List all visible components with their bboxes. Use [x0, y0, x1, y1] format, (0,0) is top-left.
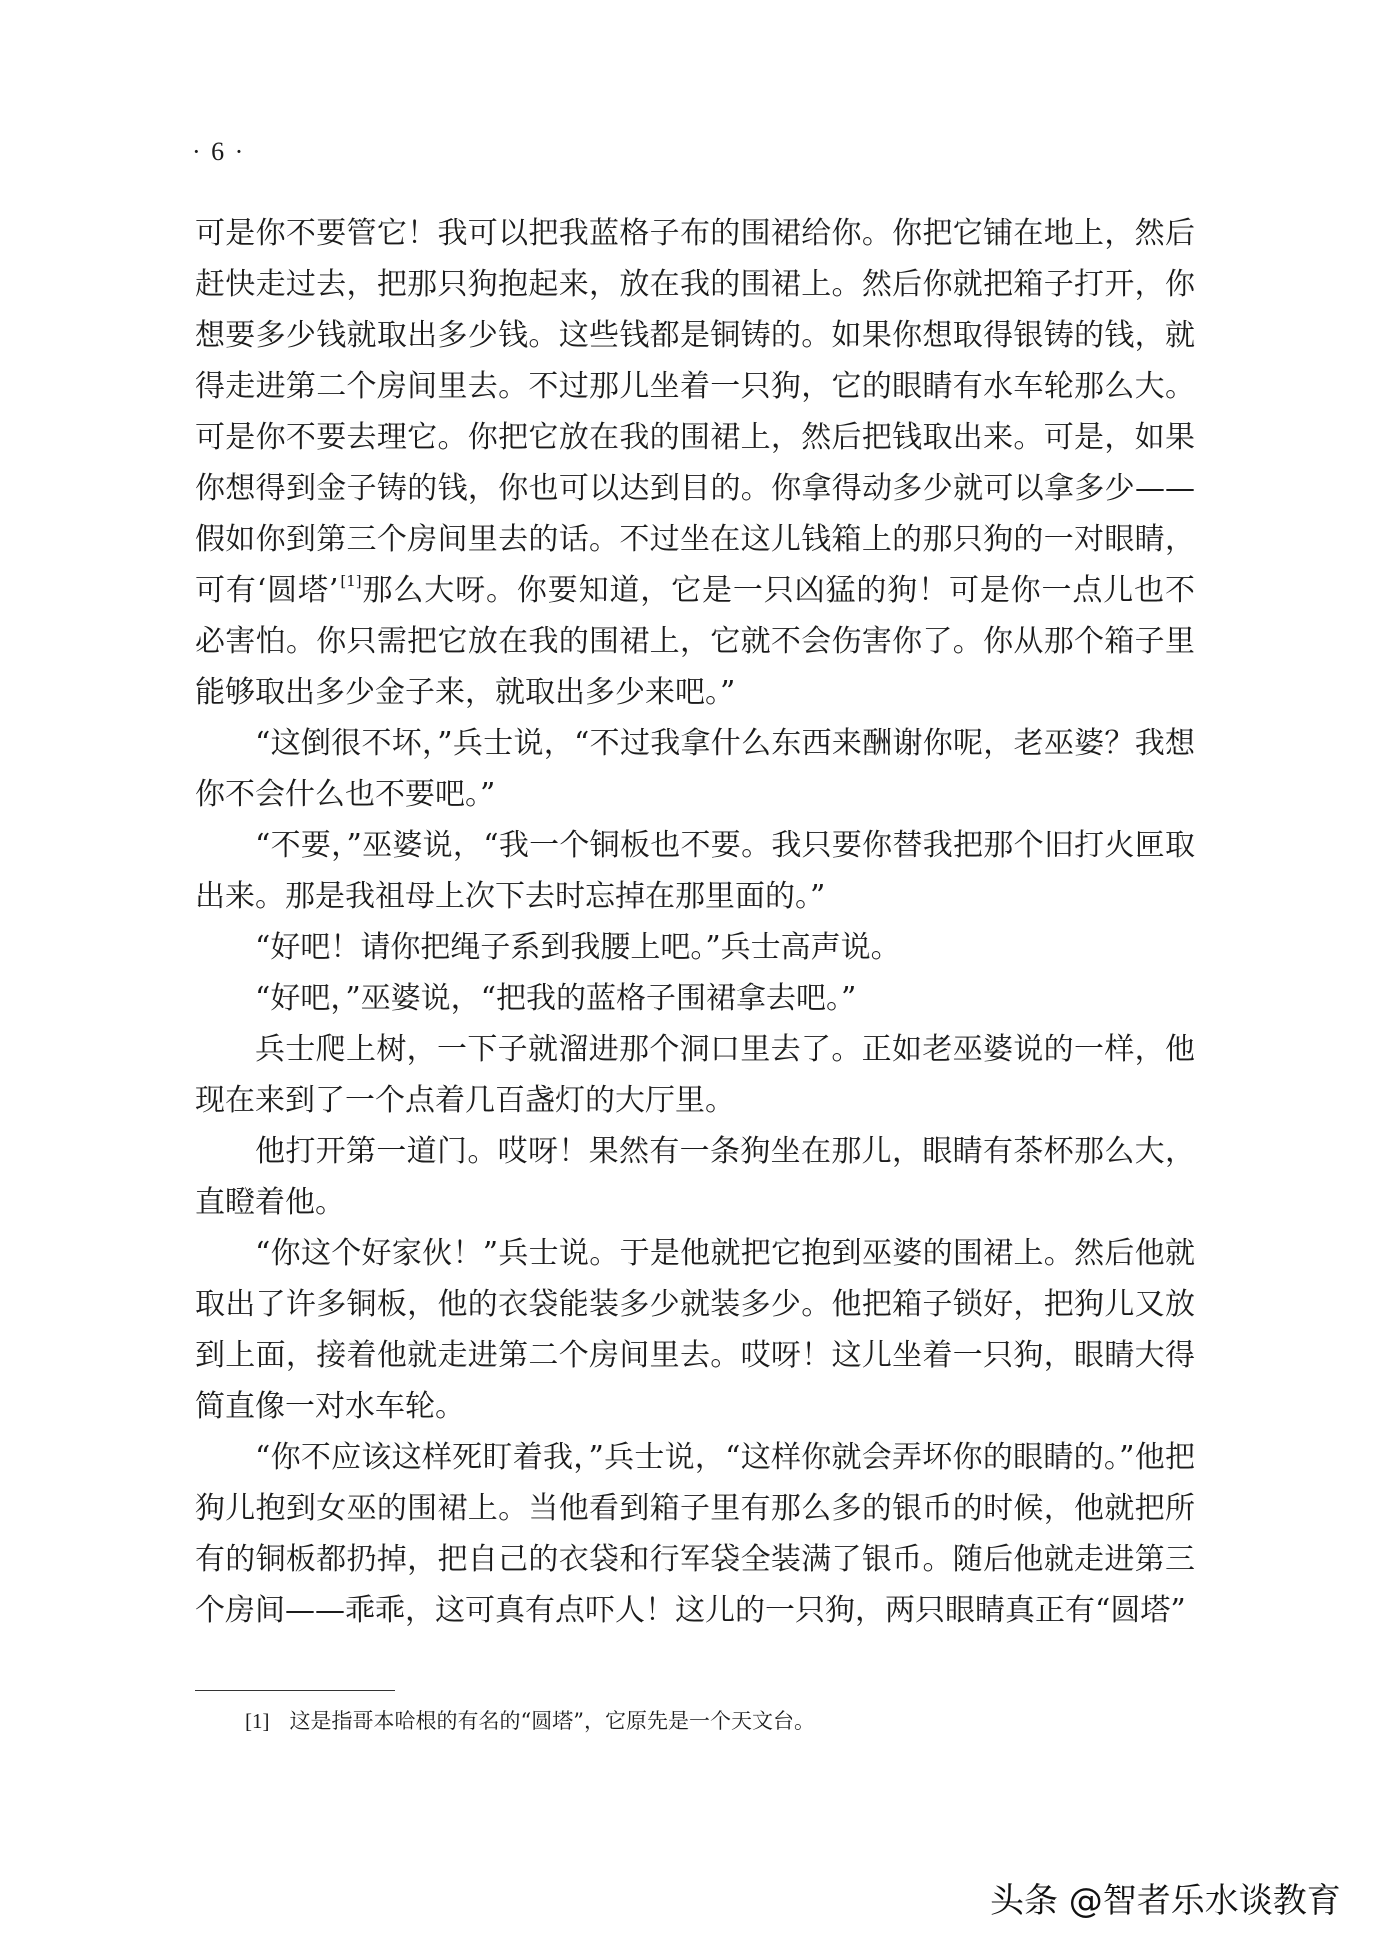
footnote-reference: [1] [340, 572, 362, 590]
footnote-divider [195, 1690, 395, 1691]
paragraph-text: 兵士爬上树，一下子就溜进那个洞口里去了。正如老巫婆说的一样，他现在来到了一个点着几百盏灯的大厅里。 [195, 1032, 1195, 1118]
body-text [195, 208, 1195, 1636]
paragraph [195, 1228, 1195, 1432]
paragraph-text: 那么大呀。你要知道，它是一只凶猛的狗！可是你一点儿也不必害怕。你只需把它放在我的围裙上，它就不会伤害你了。你从那个箱子里能够取出多少金子来，就取出多少来吧。” [195, 573, 1196, 710]
paragraph [195, 208, 1195, 718]
paragraph [195, 1126, 1195, 1228]
paragraph-text: “好吧！请你把绳子系到我腰上吧。”兵士高声说。 [255, 930, 901, 965]
paragraph [195, 922, 1195, 973]
paragraph [195, 1432, 1195, 1636]
footnote [245, 1706, 815, 1736]
paragraph [195, 820, 1195, 922]
paragraph [195, 718, 1195, 820]
paragraph-text: “你这个好家伙！”兵士说。于是他就把它抱到巫婆的围裙上。然后他就取出了许多铜板，他的衣袋能装多少就装多少。他把箱子锁好，把狗儿又放到上面，接着他就走进第二个房间里去。哎呀！这儿坐着一只狗，眼睛大得简直像一对水车轮。 [195, 1236, 1195, 1424]
footnote-text: 这是指哥本哈根的有名的“圆塔”，它原先是一个天文台。 [289, 1709, 815, 1733]
paragraph-text: 他打开第一道门。哎呀！果然有一条狗坐在那儿，眼睛有茶杯那么大，直瞪着他。 [195, 1134, 1195, 1220]
page-number: · 6 · [192, 137, 246, 166]
paragraph-text: “你不应该这样死盯着我，”兵士说，“这样你就会弄坏你的眼睛的。”他把狗儿抱到女巫的围裙上。当他看到箱子里有那么多的银币的时候，他就把所有的铜板都扔掉，把自己的衣袋和行军袋全装满了银币。随后他就走进第三个房间——乖乖，这可真有点吓人！这儿的一只狗，两只眼睛真正有“圆塔” [195, 1440, 1195, 1628]
watermark: 头条 @智者乐水谈教育 [990, 1881, 1341, 1921]
paragraph-text: “不要，”巫婆说，“我一个铜板也不要。我只要你替我把那个旧打火匣取出来。那是我祖母上次下去时忘掉在那里面的。” [195, 828, 1195, 914]
paragraph-text: 可是你不要管它！我可以把我蓝格子布的围裙给你。你把它铺在地上，然后赶快走过去，把那只狗抱起来，放在我的围裙上。然后你就把箱子打开，你想要多少钱就取出多少钱。这些钱都是铜铸的。如果你想取得银铸的钱，就得走进第二个房间里去。不过那儿坐着一只狗，它的眼睛有水车轮那么大。可是你不要去理它。你把它放在我的围裙上，然后把钱取出来。可是，如果你想得到金子铸的钱，你也可以达到目的。你拿得动多少就可以拿多少——假如你到第三个房间里去的话。不过坐在这儿钱箱上的那只狗的一对眼睛，可有‘圆塔’ [195, 216, 1195, 608]
paragraph-text: “这倒很不坏，”兵士说，“不过我拿什么东西来酬谢你呢，老巫婆？我想你不会什么也不要吧。” [195, 726, 1195, 812]
paragraph-text: “好吧，”巫婆说，“把我的蓝格子围裙拿去吧。” [255, 981, 857, 1016]
footnote-marker: [1] [245, 1709, 270, 1733]
paragraph [195, 973, 1195, 1024]
paragraph [195, 1024, 1195, 1126]
